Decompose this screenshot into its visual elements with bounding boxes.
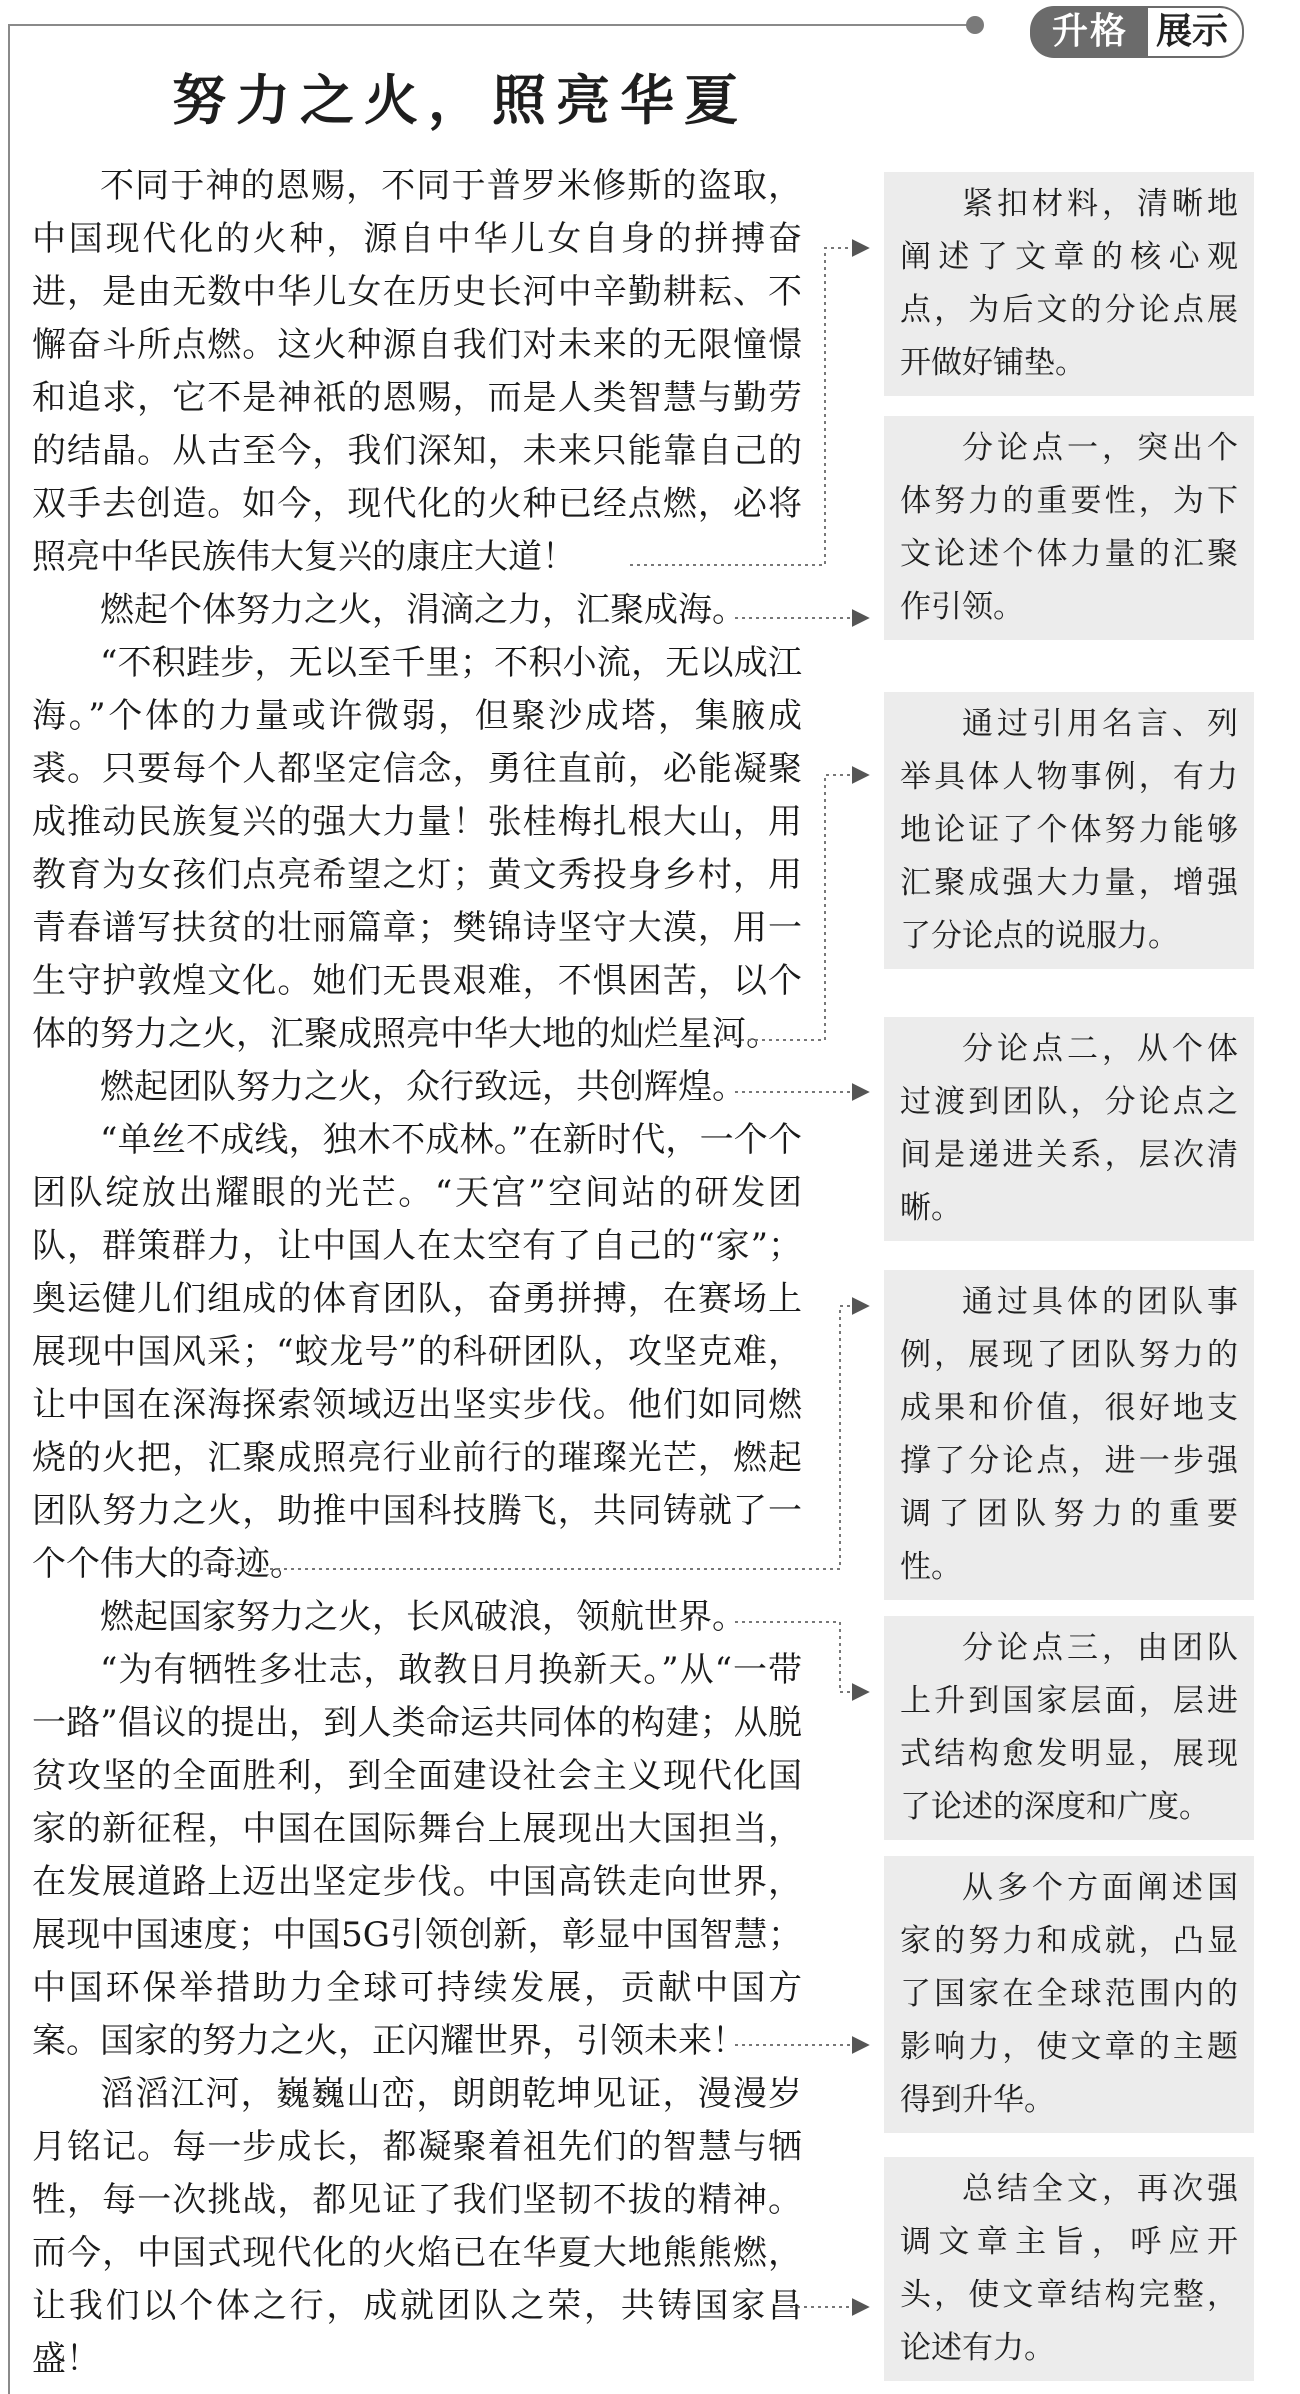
frame-dot	[966, 16, 984, 34]
annotation-7: 从多个方面阐述国家的努力和成就，凸显了国家在全球范围内的影响力，使文章的主题得到升华。	[884, 1856, 1254, 2133]
annotation-6: 分论点三，由团队上升到国家层面，层进式结构愈发明显，展现了论述的深度和广度。	[884, 1616, 1254, 1840]
frame-left-line	[8, 24, 10, 2394]
paragraph-nation-examples: “为有牺牲多壮志，敢教日月换新天。”从“一带一路”倡议的提出，到人类命运共同体的构建；从脱贫攻坚的全面胜利，到全面建设社会主义现代化国家的新征程，中国在国际舞台上展现出大国担当，在发展道路上迈出坚定步伐。中国高铁走向世界，展现中国速度；中国5G引领创新，彰显中国智慧；中国环保举措助力全球可持续发展，贡献中国方案。国家的努力之火，正闪耀世界，引领未来！	[32, 1650, 802, 2061]
badge-upgrade-label: 升格	[1030, 6, 1148, 58]
badge-display-label: 展示	[1148, 6, 1244, 58]
paragraph-intro: 不同于神的恩赐，不同于普罗米修斯的盗取，中国现代化的火种，源自中华儿女自身的拼搏奋进，是由无数中华儿女在历史长河中辛勤耕耘、不懈奋斗所点燃。这火种源自我们对未来的无限憧憬和追求，它不是神祇的恩赐，而是人类智慧与勤劳的结晶。从古至今，我们深知，未来只能靠自己的双手去创造。如今，现代化的火种已经点燃，必将照亮中华民族伟大复兴的康庄大道！	[32, 166, 802, 577]
paragraph-individual-examples: “不积跬步，无以至千里；不积小流，无以成江海。”个体的力量或许微弱，但聚沙成塔，集腋成裘。只要每个人都坚定信念，勇往直前，必能凝聚成推动民族复兴的强大力量！张桂梅扎根大山，用教育为女孩们点亮希望之灯；黄文秀投身乡村，用青春谱写扶贫的壮丽篇章；樊锦诗坚守大漠，用一生守护敦煌文化。她们无畏艰难，不惧困苦，以个体的努力之火，汇聚成照亮中华大地的灿烂星河。	[32, 643, 802, 1054]
annotation-5: 通过具体的团队事例，展现了团队努力的成果和价值，很好地支撑了分论点，进一步强调了团队努力的重要性。	[884, 1270, 1254, 1600]
annotation-3: 通过引用名言、列举具体人物事例，有力地论证了个体努力能够汇聚成强大力量，增强了分论点的说服力。	[884, 692, 1254, 969]
annotation-2: 分论点一，突出个体努力的重要性，为下文论述个体力量的汇聚作引领。	[884, 416, 1254, 640]
annotation-4: 分论点二，从个体过渡到团队，分论点之间是递进关系，层次清晰。	[884, 1017, 1254, 1241]
essay-body	[32, 160, 802, 2386]
paragraph-subpoint-2: 燃起团队努力之火，众行致远，共创辉煌。	[100, 1067, 746, 1107]
essay-title: 努力之火，照亮华夏	[172, 69, 748, 132]
paragraph-conclusion: 滔滔江河，巍巍山峦，朗朗乾坤见证，漫漫岁月铭记。每一步成长，都凝聚着祖先们的智慧与牺牲，每一次挑战，都见证了我们坚韧不拔的精神。而今，中国式现代化的火焰已在华夏大地熊熊燃，让我们以个体之行，成就团队之荣，共铸国家昌盛！	[32, 2074, 802, 2379]
section-badge	[1030, 4, 1244, 60]
annotation-8: 总结全文，再次强调文章主旨，呼应开头，使文章结构完整，论述有力。	[884, 2157, 1254, 2381]
paragraph-subpoint-1: 燃起个体努力之火，涓滴之力，汇聚成海。	[100, 590, 746, 630]
annotation-1: 紧扣材料，清晰地阐述了文章的核心观点，为后文的分论点展开做好铺垫。	[884, 172, 1254, 396]
paragraph-subpoint-3: 燃起国家努力之火，长风破浪，领航世界。	[100, 1597, 746, 1637]
frame-top-line	[8, 24, 970, 26]
paragraph-team-examples: “单丝不成线，独木不成林。”在新时代，一个个团队绽放出耀眼的光芒。“天宫”空间站的研发团队，群策群力，让中国人在太空有了自己的“家”；奥运健儿们组成的体育团队，奋勇拼搏，在赛场上展现中国风采；“蛟龙号”的科研团队，攻坚克难，让中国在深海探索领域迈出坚实步伐。他们如同燃烧的火把，汇聚成照亮行业前行的璀璨光芒，燃起团队努力之火，助推中国科技腾飞，共同铸就了一个个伟大的奇迹。	[32, 1120, 802, 1584]
